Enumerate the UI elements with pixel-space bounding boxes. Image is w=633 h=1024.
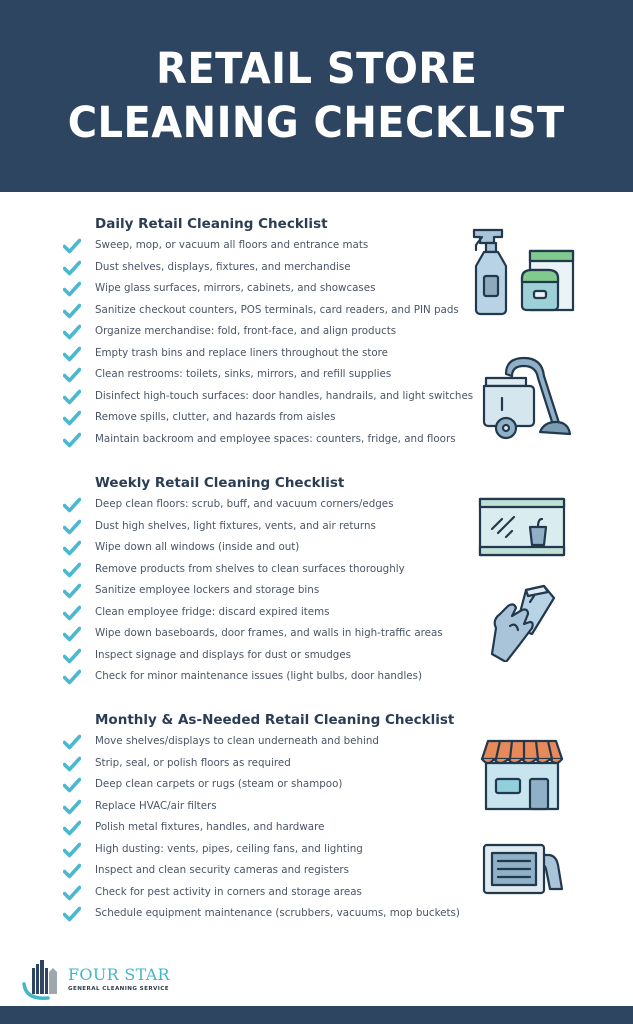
section-title: Daily Retail Cleaning Checklist (95, 216, 328, 232)
checkmark-icon (63, 669, 81, 685)
section-title: Monthly & As-Needed Retail Cleaning Checklist (95, 712, 455, 728)
checkmark-icon (63, 648, 81, 664)
checkmark-icon (63, 820, 81, 836)
checkmark-icon (63, 540, 81, 556)
checklist-item: Sweep, mop, or vacuum all floors and entrance mats (0, 236, 460, 257)
checklist-item: Clean employee fridge: discard expired items (0, 603, 460, 624)
checkmark-icon (63, 756, 81, 772)
checklist-item: Inspect and clean security cameras and registers (0, 861, 460, 882)
checklist-item: Check for minor maintenance issues (light bulbs, door handles) (0, 667, 460, 688)
checkmark-icon (63, 238, 81, 254)
checklist-item: Move shelves/displays to clean underneath and behind (0, 732, 460, 753)
checklist-item: Replace HVAC/air filters (0, 797, 460, 818)
checklist-item: Wipe down all windows (inside and out) (0, 538, 460, 559)
checkmark-icon (63, 324, 81, 340)
page-title-line-1: RETAIL STORE (155, 44, 478, 94)
company-logo (20, 958, 180, 1000)
vacuum-cleaner-icon (478, 352, 574, 442)
checklist-item: Deep clean carpets or rugs (steam or shampoo) (0, 775, 460, 796)
brand-name: FOUR STAR (68, 965, 170, 984)
checkmark-icon (63, 562, 81, 578)
footer-bar (0, 1006, 633, 1024)
checklist-item: Dust high shelves, light fixtures, vents, and air returns (0, 517, 460, 538)
checklist-item: Clean restrooms: toilets, sinks, mirrors, and refill supplies (0, 365, 460, 386)
checkmark-icon (63, 605, 81, 621)
checklist-item: Empty trash bins and replace liners throughout the store (0, 344, 460, 365)
checklist-item: Inspect signage and displays for dust or smudges (0, 646, 460, 667)
checkmark-icon (63, 626, 81, 642)
checkmark-icon (63, 432, 81, 448)
checkmark-icon (63, 734, 81, 750)
gloved-hand-cleaning-icon (486, 582, 558, 662)
checkmark-icon (63, 799, 81, 815)
checkmark-icon (63, 583, 81, 599)
checklist-item: Sanitize employee lockers and storage bins (0, 581, 460, 602)
checkmark-icon (63, 260, 81, 276)
checkmark-icon (63, 906, 81, 922)
brand-tagline: GENERAL CLEANING SERVICE (68, 986, 169, 992)
checklist-item: Sanitize checkout counters, POS terminals, card readers, and PIN pads (0, 301, 460, 322)
checkmark-icon (63, 863, 81, 879)
page-header (0, 0, 633, 192)
checkmark-icon (63, 885, 81, 901)
checklist-item: High dusting: vents, pipes, ceiling fans, and lighting (0, 840, 460, 861)
checkmark-icon (63, 777, 81, 793)
checklist-item: Schedule equipment maintenance (scrubbers, vacuums, mop buckets) (0, 904, 460, 925)
checklist-item: Organize merchandise: fold, front-face, and align products (0, 322, 460, 343)
hvac-unit-icon (482, 843, 564, 897)
shop-window-icon (478, 497, 566, 559)
checkmark-icon (63, 346, 81, 362)
checkmark-icon (63, 389, 81, 405)
page-title-line-2: CLEANING CHECKLIST (68, 98, 565, 148)
checklist-item: Maintain backroom and employee spaces: counters, fridge, and floors (0, 430, 460, 451)
section-title: Weekly Retail Cleaning Checklist (95, 475, 345, 491)
checkmark-icon (63, 367, 81, 383)
checkmark-icon (63, 303, 81, 319)
checklist-item: Strip, seal, or polish floors as required (0, 754, 460, 775)
storefront-icon (478, 739, 566, 813)
cleaning-supplies-icon (468, 224, 578, 318)
checkmark-icon (63, 281, 81, 297)
checkmark-icon (63, 497, 81, 513)
checklist-item: Wipe glass surfaces, mirrors, cabinets, and showcases (0, 279, 460, 300)
checkmark-icon (63, 519, 81, 535)
checkmark-icon (63, 842, 81, 858)
checklist-item: Polish metal fixtures, handles, and hardware (0, 818, 460, 839)
checklist-item: Disinfect high-touch surfaces: door handles, handrails, and light switches (0, 387, 460, 408)
checklist-item: Remove products from shelves to clean surfaces thoroughly (0, 560, 460, 581)
checklist-item: Check for pest activity in corners and storage areas (0, 883, 460, 904)
building-logo-icon (20, 958, 66, 1000)
checklist-item: Deep clean floors: scrub, buff, and vacuum corners/edges (0, 495, 460, 516)
checklist-item: Wipe down baseboards, door frames, and walls in high-traffic areas (0, 624, 460, 645)
checkmark-icon (63, 410, 81, 426)
checklist-item: Dust shelves, displays, fixtures, and merchandise (0, 258, 460, 279)
checklist-item: Remove spills, clutter, and hazards from aisles (0, 408, 460, 429)
